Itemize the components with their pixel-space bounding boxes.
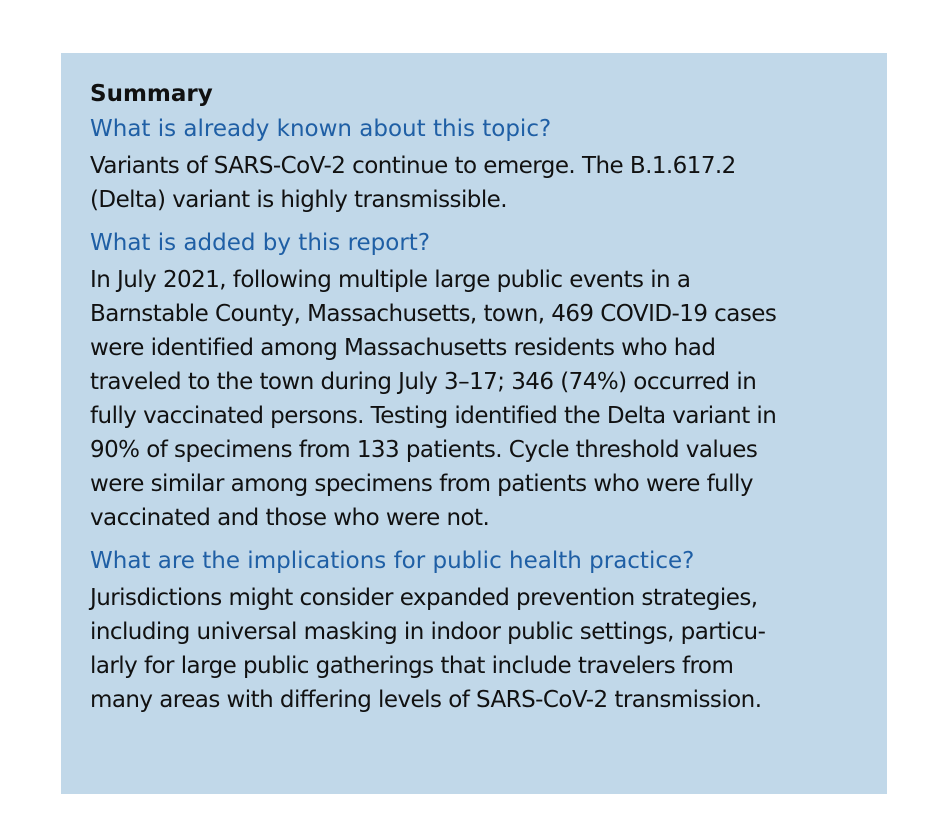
- answer-implications: [90, 581, 867, 717]
- question-implications: What are the implications for public health practice?: [90, 548, 695, 574]
- answer-added: [90, 263, 867, 535]
- section-added: [90, 227, 867, 535]
- answer-line: Variants of SARS-CoV-2 continue to emerge. The B.1.617.2: [90, 153, 736, 179]
- question-added: What is added by this report?: [90, 230, 431, 256]
- summary-title: Summary: [90, 81, 213, 107]
- answer-line: Barnstable County, Massachusetts, town, 469 COVID-19 cases: [90, 301, 777, 327]
- answer-line: fully vaccinated persons. Testing identified the Delta variant in: [90, 403, 777, 429]
- answer-line: many areas with differing levels of SARS-CoV-2 transmission.: [90, 687, 762, 713]
- answer-line: 90% of specimens from 133 patients. Cycle threshold values: [90, 437, 758, 463]
- answer-line: were identified among Massachusetts residents who had: [90, 335, 716, 361]
- answer-line: (Delta) variant is highly transmissible.: [90, 187, 508, 213]
- answer-line: vaccinated and those who were not.: [90, 505, 490, 531]
- summary-box: [61, 53, 887, 794]
- answer-line: including universal masking in indoor public settings, particu-: [90, 619, 766, 645]
- answer-line: were similar among specimens from patients who were fully: [90, 471, 753, 497]
- answer-line: Jurisdictions might consider expanded prevention strategies,: [90, 585, 758, 611]
- section-implications: [90, 545, 867, 717]
- answer-line: larly for large public gatherings that include travelers from: [90, 653, 734, 679]
- answer-line: traveled to the town during July 3–17; 346 (74%) occurred in: [90, 369, 757, 395]
- answer-line: In July 2021, following multiple large public events in a: [90, 267, 691, 293]
- question-known: What is already known about this topic?: [90, 116, 552, 142]
- section-known: [90, 113, 867, 217]
- answer-known: [90, 149, 867, 217]
